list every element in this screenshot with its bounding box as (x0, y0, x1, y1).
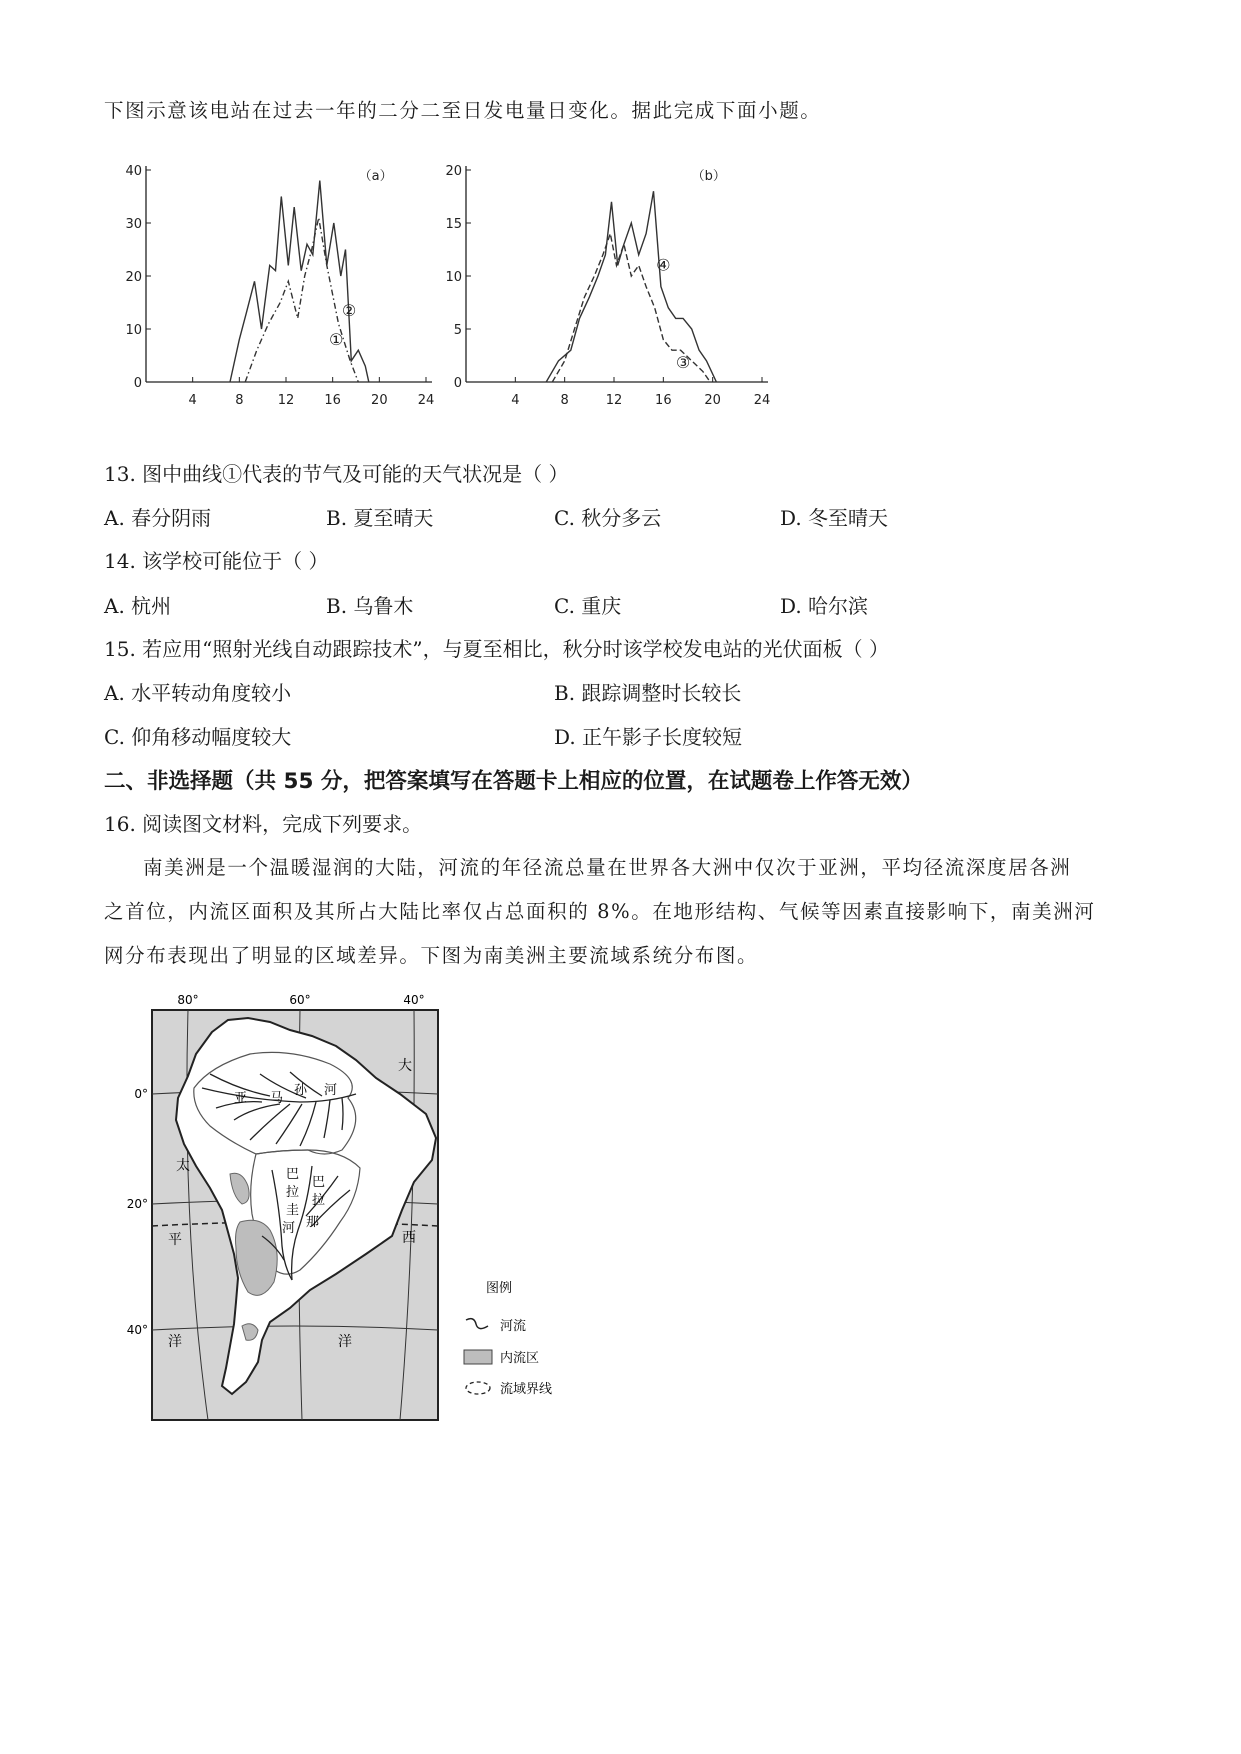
y-tick-label: 15 (445, 217, 462, 232)
curve-label-1: ① (328, 329, 344, 349)
q13-stem: 13. 图中曲线①代表的节气及可能的天气状况是（ ） (104, 462, 569, 486)
legend-river-icon (466, 1319, 488, 1329)
pacific-char-3: 洋 (168, 1334, 182, 1350)
chart-a (110, 140, 440, 440)
legend-inland-icon (464, 1350, 492, 1364)
series-line-1 (546, 191, 716, 382)
legend-boundary-label: 流域界线 (500, 1382, 553, 1397)
q14-option-c[interactable]: C. 重庆 (554, 594, 622, 618)
amazon-char-2: 马 (270, 1091, 284, 1106)
curve-label-2: ② (341, 300, 357, 320)
y-tick-label: 5 (453, 323, 462, 338)
chart-tag: （a） (358, 169, 393, 184)
y-tick-label: 20 (445, 164, 462, 179)
q14-option-d[interactable]: D. 哈尔滨 (780, 594, 869, 618)
q13-option-d[interactable]: D. 冬至晴天 (780, 506, 889, 530)
y-tick-label: 40 (125, 164, 142, 179)
chart-b (440, 140, 780, 440)
amazon-char-4: 河 (324, 1083, 338, 1098)
q13-option-b[interactable]: B. 夏至晴天 (326, 506, 434, 530)
paraguay-char-1: 巴 (286, 1167, 300, 1182)
intro-text: 下图示意该电站在过去一年的二分二至日发电量日变化。据此完成下面小题。 (104, 99, 822, 122)
parana-char-3: 那 (306, 1215, 320, 1230)
x-tick-label: 4 (188, 393, 197, 408)
x-tick-label: 24 (753, 393, 771, 408)
q16-material-line-3: 网分布表现出了明显的区域差异。下图为南美洲主要流域系统分布图。 (104, 944, 759, 967)
q15-option-a[interactable]: A. 水平转动角度较小 (104, 681, 292, 705)
pacific-char-2: 平 (168, 1232, 182, 1248)
q14-stem: 14. 该学校可能位于（ ） (104, 549, 329, 573)
y-tick-label: 10 (445, 270, 462, 285)
curve-label-1: ④ (656, 255, 671, 275)
atlantic-char-3: 洋 (338, 1334, 352, 1350)
q15-option-c[interactable]: C. 仰角移动幅度较大 (104, 725, 292, 749)
x-tick-label: 24 (417, 393, 435, 408)
paraguay-char-2: 拉 (286, 1185, 300, 1200)
q14-option-a[interactable]: A. 杭州 (104, 594, 172, 618)
x-tick-label: 16 (655, 393, 672, 408)
amazon-char-1: 亚 (234, 1091, 248, 1106)
atlantic-char-1: 大 (398, 1058, 412, 1074)
q13-option-c[interactable]: C. 秋分多云 (554, 506, 662, 530)
legend-inland-label: 内流区 (500, 1351, 540, 1366)
legend-river-label: 河流 (500, 1319, 527, 1334)
lat-label-20: 20° (126, 1197, 148, 1211)
x-tick-label: 8 (235, 393, 244, 408)
lon-label-40: 40° (403, 993, 425, 1007)
y-tick-label: 10 (125, 323, 142, 338)
legend-boundary-icon (466, 1382, 490, 1394)
x-tick-label: 4 (511, 393, 520, 408)
paraguay-char-4: 河 (282, 1221, 296, 1236)
q15-option-d[interactable]: D. 正午影子长度较短 (554, 725, 743, 749)
x-tick-label: 20 (704, 393, 721, 408)
y-tick-label: 30 (125, 217, 142, 232)
q15-stem: 15. 若应用“照射光线自动跟踪技术”，与夏至相比，秋分时该学校发电站的光伏面板（ ） (104, 637, 889, 661)
x-tick-label: 12 (277, 393, 295, 408)
q15-option-b[interactable]: B. 跟踪调整时长较长 (554, 681, 742, 705)
q14-option-b[interactable]: B. 乌鲁木 (326, 594, 414, 618)
south-america-map (126, 990, 610, 1430)
chart-tag: （b） (691, 169, 726, 184)
section-2-heading: 二、非选择题（共 55 分，把答案填写在答题卡上相应的位置，在试题卷上作答无效） (104, 769, 923, 794)
lon-label-80: 80° (177, 993, 199, 1007)
x-tick-label: 12 (605, 393, 623, 408)
parana-char-2: 拉 (312, 1193, 326, 1208)
y-tick-label: 0 (133, 376, 142, 391)
y-tick-label: 0 (453, 376, 462, 391)
paraguay-char-3: 圭 (286, 1203, 300, 1218)
lon-label-60: 60° (289, 993, 311, 1007)
q13-option-a[interactable]: A. 春分阴雨 (104, 506, 212, 530)
amazon-char-3: 孙 (294, 1083, 308, 1098)
legend-title: 图例 (486, 1281, 513, 1296)
x-tick-label: 16 (324, 393, 341, 408)
x-tick-label: 20 (371, 393, 388, 408)
pacific-char-1: 太 (176, 1158, 190, 1174)
atlantic-char-2: 西 (402, 1230, 416, 1246)
q16-material-line-1: 南美洲是一个温暖湿润的大陆，河流的年径流总量在世界各大洲中仅次于亚洲，平均径流深度居各洲 (143, 856, 1072, 879)
q16-material-line-2: 之首位，内流区面积及其所占大陆比率仅占总面积的 8%。在地形结构、气候等因素直接影响下，南美洲河 (104, 900, 1096, 923)
x-tick-label: 8 (560, 393, 569, 408)
lat-label-40: 40° (126, 1323, 148, 1337)
parana-char-1: 巴 (312, 1175, 326, 1190)
y-tick-label: 20 (125, 270, 142, 285)
curve-label-2: ③ (675, 353, 691, 373)
q16-stem: 16. 阅读图文材料，完成下列要求。 (104, 812, 423, 836)
lat-label-0: 0° (134, 1087, 148, 1101)
